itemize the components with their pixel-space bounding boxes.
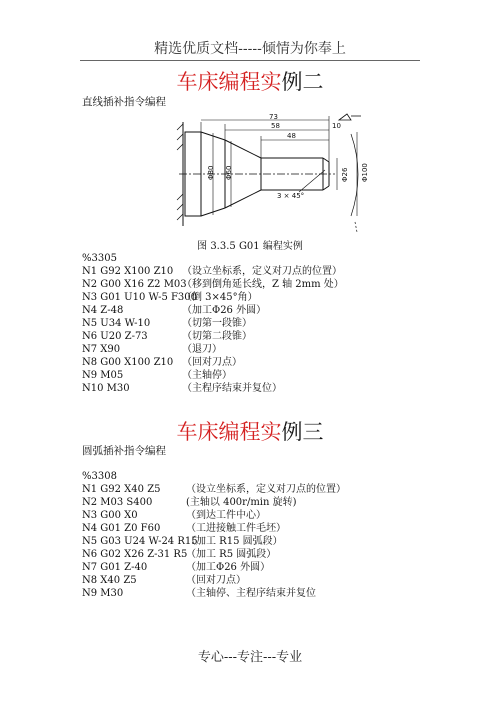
program-comment: （到达工件中心） — [186, 510, 266, 521]
lathe-part-drawing — [175, 110, 370, 238]
program-comment: （工进接触工件毛坯） — [186, 523, 286, 534]
program-code: N5 U34 W-10 — [82, 318, 151, 329]
section1-label: 直线插补指令编程 — [82, 96, 166, 108]
program-code: N4 G01 Z0 F60 — [82, 523, 161, 534]
program-comment: （加工Φ26 外圆） — [186, 562, 271, 573]
section1-title-red: 车床编程实 — [176, 70, 282, 94]
program-code: %3308 — [82, 471, 117, 482]
dim-chamfer: 3 × 45° — [277, 192, 305, 200]
program-code: N6 G02 X26 Z-31 R5 — [82, 549, 188, 560]
program-code: N6 U20 Z-73 — [82, 331, 148, 342]
program-code: N3 G01 U10 W-5 F300 — [82, 292, 198, 303]
program-code: N9 M30 — [82, 588, 124, 599]
program-code: N2 G00 X16 Z2 M03 — [82, 279, 187, 290]
dim-73: 73 — [269, 113, 278, 121]
program-comment: （回对刀点） — [182, 357, 242, 368]
dim-10: 10 — [332, 122, 341, 130]
program-comment: （加工Φ26 外圆） — [182, 305, 267, 316]
program-code: N7 G01 Z-40 — [82, 562, 148, 573]
program-code: N3 G00 X0 — [82, 510, 138, 521]
program-comment: （主轴停、主程序结束并复位 — [186, 588, 316, 599]
program-comment: （加工 R15 圆弧段） — [186, 536, 283, 547]
dim-phi80: Φ80 — [207, 165, 215, 180]
program-code: N7 X90 — [82, 344, 121, 355]
program-comment: （切第二段锥） — [182, 331, 252, 342]
dim-phi26: Φ26 — [341, 167, 349, 182]
dim-48: 48 — [287, 132, 296, 140]
program-code: N1 G92 X40 Z5 — [82, 484, 161, 495]
program-comment: （倒 3×45°角） — [182, 292, 258, 303]
drawing-svg — [175, 110, 370, 238]
program-comment: （切第一段锥） — [182, 318, 252, 329]
figure-caption: 图 3.3.5 G01 编程实例 — [197, 241, 303, 252]
section2-label: 圆弧插补指令编程 — [82, 445, 166, 457]
program-code: N4 Z-48 — [82, 305, 124, 316]
section2-title-red: 车床编程实 — [176, 420, 282, 444]
program-code: N10 M30 — [82, 383, 130, 394]
page-header: 精选优质文档-----倾情为你奉上 — [154, 41, 346, 57]
program-comment: （加工 R5 圆弧段） — [186, 549, 277, 560]
program-comment: （回对刀点） — [186, 575, 246, 586]
program-code: N9 M05 — [82, 370, 124, 381]
section1-title-black: 例二 — [281, 70, 324, 94]
program-comment: （移到倒角延长线，Z 轴 2mm 处） — [182, 279, 344, 290]
dim-phi60: Φ60 — [225, 165, 233, 180]
section2-title-black: 例三 — [281, 420, 324, 444]
dim-phi100: Φ100 — [361, 163, 369, 182]
program-comment: （主程序结束并复位） — [182, 383, 282, 394]
dim-58: 58 — [271, 122, 280, 130]
program-comment: （设立坐标系，定义对刀点的位置） — [186, 484, 346, 495]
program-code: N1 G92 X100 Z10 — [82, 266, 174, 277]
program-code: N8 X40 Z5 — [82, 575, 137, 586]
program-comment: （退刀） — [182, 344, 222, 355]
page-footer: 专心---专注---专业 — [197, 650, 303, 665]
section1-title — [0, 66, 500, 96]
header-rule — [80, 60, 420, 61]
program-code: N8 G00 X100 Z10 — [82, 357, 174, 368]
program-code: %3305 — [82, 253, 117, 264]
program-comment: (主轴以 400r/min 旋转) — [186, 497, 297, 508]
program-comment: （设立坐标系，定义对刀点的位置） — [182, 266, 342, 277]
section2-title — [0, 416, 500, 446]
program-code: N2 M03 S400 — [82, 497, 153, 508]
program-comment: （主轴停） — [182, 370, 232, 381]
program-code: N5 G03 U24 W-24 R15 — [82, 536, 198, 547]
